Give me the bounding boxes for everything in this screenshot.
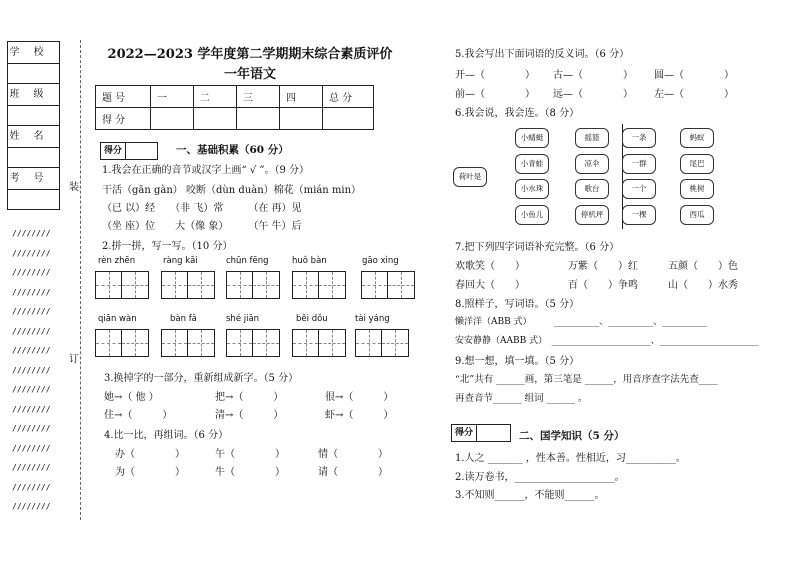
hash-mark: //////// — [12, 404, 51, 414]
q4-item[interactable]: 请（ ） — [318, 467, 388, 478]
school-field[interactable] — [8, 64, 59, 84]
student-info-box — [7, 41, 60, 210]
q2-pinyin: gāo xìng — [362, 256, 399, 266]
q6-col2-card[interactable]: 凉伞 — [575, 154, 609, 174]
section1-title: 一、基础积累（60 分） — [176, 144, 289, 156]
q2-writing-grid[interactable] — [226, 271, 280, 299]
name-field[interactable] — [8, 148, 59, 168]
q6-col2-card[interactable]: 摇篮 — [575, 128, 609, 148]
score-header-cell: 四 — [280, 86, 323, 108]
q1-line: 干活（gān gàn） 咬断（dùn duàn）棉花（mián min） — [102, 185, 362, 196]
section2-score-label: 得分 — [452, 425, 477, 441]
label-name: 姓名 — [8, 126, 59, 148]
q9-prompt: 9.想一想，填一填。（5 分） — [455, 356, 580, 367]
score-header-cell: 总 分 — [323, 86, 374, 108]
q5-prompt: 5.我会写出下面词语的反义词。（6 分） — [455, 49, 630, 60]
q5-item[interactable]: 古—（ ） — [553, 70, 633, 81]
q4-item[interactable]: 牛（ ） — [215, 467, 285, 478]
q1-line: （已 以）经 （非 飞）常 （在 再）见 — [102, 203, 302, 214]
q6-col4-card[interactable]: 西瓜 — [680, 205, 714, 225]
class-field[interactable] — [8, 106, 59, 126]
hash-mark: //////// — [12, 463, 51, 472]
q6-col1-card[interactable]: 小青蛙 — [515, 154, 549, 174]
section2-line[interactable]: 2.读万卷书，____________________。 — [455, 472, 625, 483]
binding-char-ding: 订 — [69, 354, 79, 365]
q8-line[interactable]: 懒洋洋（ABB 式） __________、__________、__________ — [455, 317, 708, 327]
q2-writing-grid[interactable] — [161, 329, 215, 357]
q7-item[interactable]: 春回大（ ） — [455, 280, 525, 291]
q2-pinyin: tài yáng — [355, 314, 390, 324]
exam-number-field[interactable] — [8, 190, 59, 209]
q5-item[interactable]: 远—（ ） — [553, 89, 633, 100]
q7-item[interactable]: 欢歌笑（ ） — [455, 261, 525, 272]
hash-mark: //////// — [12, 307, 51, 316]
q7-item[interactable]: 山（ ）水秀 — [668, 280, 738, 291]
q6-col3-card[interactable]: 一条 — [622, 128, 656, 148]
q7-item[interactable]: 百（ ）争鸣 — [568, 280, 638, 291]
hash-mark: //////// — [12, 502, 51, 511]
q6-col1-card[interactable]: 小水珠 — [515, 179, 549, 199]
q2-pinyin: shé jiān — [226, 314, 260, 324]
q2-writing-grid[interactable] — [292, 329, 346, 357]
q7-item[interactable]: 五颜（ ）色 — [668, 261, 738, 272]
score-header-cell: 题 号 — [96, 86, 151, 108]
q5-item[interactable]: 左—（ ） — [654, 89, 734, 100]
score-cell[interactable] — [280, 108, 323, 130]
q6-col4-card[interactable]: 尾巴 — [680, 154, 714, 174]
label-exam-number: 考号 — [8, 168, 59, 190]
section2-title: 二、国学知识（5 分） — [519, 430, 625, 442]
section2-line[interactable]: 1.人之 _______ ，性本善。性相近，习__________。 — [455, 453, 686, 464]
hash-mark: //////// — [12, 346, 51, 355]
hash-mark: //////// — [12, 229, 51, 238]
q4-item[interactable]: 情（ ） — [318, 449, 388, 460]
q3-item[interactable]: 虾→（ ） — [325, 410, 394, 421]
q7-item[interactable]: 万紫（ ）红 — [568, 261, 638, 272]
q9-line[interactable]: “北”共有 ______画，第三笔是 ______，用音序查字法先查____ — [455, 374, 718, 385]
label-class: 班级 — [8, 84, 59, 106]
q4-prompt: 4.比一比，再组词。（6 分） — [104, 430, 229, 441]
label-school: 学校 — [8, 42, 59, 64]
q5-item[interactable]: 前—（ ） — [455, 89, 535, 100]
q3-prompt: 3.换掉字的一部分，重新组成新字。（5 分） — [104, 373, 299, 384]
hash-mark: //////// — [12, 326, 51, 336]
section2-score-box — [451, 424, 511, 442]
hash-mark: //////// — [12, 287, 51, 297]
q9-line[interactable]: 再查音节______ 组词 ______ 。 — [455, 393, 588, 404]
q6-col3-card[interactable]: 一个 — [622, 179, 656, 199]
q2-pinyin: běi dǒu — [296, 314, 328, 324]
score-header-cell: 三 — [237, 86, 280, 108]
q2-writing-grid[interactable] — [361, 271, 415, 299]
exam-subtitle: 一年语文 — [223, 67, 276, 82]
q2-writing-grid[interactable] — [95, 271, 149, 299]
q6-col1-card[interactable]: 小鱼儿 — [515, 205, 549, 225]
hash-mark: //////// — [12, 424, 51, 433]
q2-writing-grid[interactable] — [226, 329, 280, 357]
section1-score-box — [100, 142, 158, 160]
q5-item[interactable]: 圆—（ ） — [654, 70, 734, 81]
q6-col2-card[interactable]: 停机坪 — [575, 205, 609, 225]
q3-item[interactable]: 很→（ ） — [325, 392, 394, 403]
hash-mark: //////// — [12, 365, 51, 375]
q6-col1-card[interactable]: 小蜻蜓 — [515, 128, 549, 148]
q2-writing-grid[interactable] — [355, 329, 409, 357]
score-cell[interactable] — [237, 108, 280, 130]
q4-item[interactable]: 午（ ） — [215, 449, 285, 460]
section1-score-label: 得分 — [101, 143, 126, 159]
q2-pinyin: chūn fēng — [226, 256, 269, 266]
q6-col3-card[interactable]: 一群 — [622, 154, 656, 174]
q2-pinyin: huǒ bàn — [292, 256, 327, 266]
q6-prompt: 6.我会说，我会连。（8 分） — [455, 108, 580, 119]
q7-prompt: 7.把下列四字词语补充完整。（6 分） — [455, 242, 620, 253]
q2-pinyin: bàn fǎ — [170, 314, 197, 324]
q6-col3-card[interactable]: 一棵 — [622, 205, 656, 225]
q6-col4-card[interactable]: 蚂蚁 — [680, 128, 714, 148]
q1-prompt: 1.我会在正确的音节或汉字上画“ √ ”。（9 分） — [102, 165, 310, 176]
q2-prompt: 2.拼一拼，写一写。（10 分） — [102, 241, 233, 252]
q8-prompt: 8.照样子，写词语。（5 分） — [455, 299, 580, 310]
q4-item[interactable]: 办（ ） — [115, 449, 185, 460]
q2-writing-grid[interactable] — [292, 271, 346, 299]
binding-char-zhuang: 装 — [69, 182, 79, 193]
hash-mark: //////// — [12, 482, 51, 492]
score-header-cell: 二 — [194, 86, 237, 108]
q8-line[interactable]: 安安静静（AABB 式） ______________________、______________________ — [455, 336, 759, 346]
score-cell[interactable] — [323, 108, 374, 130]
q3-item[interactable]: 清→（ ） — [215, 410, 284, 421]
q6-col4-card[interactable]: 桃树 — [680, 179, 714, 199]
score-table — [95, 85, 374, 130]
q6-col2-card[interactable]: 歌台 — [575, 179, 609, 199]
exam-title: 2022—2023 学年度第二学期期末综合素质评价 — [107, 47, 393, 62]
q2-writing-grid[interactable] — [161, 271, 215, 299]
score-row-label: 得 分 — [96, 108, 151, 130]
q5-item[interactable]: 开—（ ） — [455, 70, 535, 81]
q1-line: （坐 座）位 大（像 象） （午 牛）后 — [102, 221, 302, 232]
section2-line[interactable]: 3.不知则______，不能则______。 — [455, 490, 605, 501]
q3-item[interactable]: 她→（ 他 ） — [104, 392, 159, 403]
q2-pinyin: rèn zhēn — [98, 256, 136, 266]
hash-mark: //////// — [12, 443, 51, 453]
q3-item[interactable]: 住→（ ） — [104, 410, 173, 421]
hash-mark: //////// — [12, 248, 51, 258]
q6-center-card[interactable]: 荷叶是 — [453, 167, 487, 187]
score-header-cell: 一 — [151, 86, 194, 108]
hash-mark: //////// — [12, 385, 51, 394]
score-cell[interactable] — [151, 108, 194, 130]
q4-item[interactable]: 为（ ） — [115, 467, 185, 478]
q2-writing-grid[interactable] — [95, 329, 149, 357]
q3-item[interactable]: 把→（ ） — [215, 392, 284, 403]
score-cell[interactable] — [194, 108, 237, 130]
q2-pinyin: ràng kāi — [163, 256, 198, 266]
binding-dashed-line — [80, 40, 81, 520]
q2-pinyin: qiān wàn — [98, 314, 137, 324]
hash-mark: //////// — [12, 268, 51, 277]
